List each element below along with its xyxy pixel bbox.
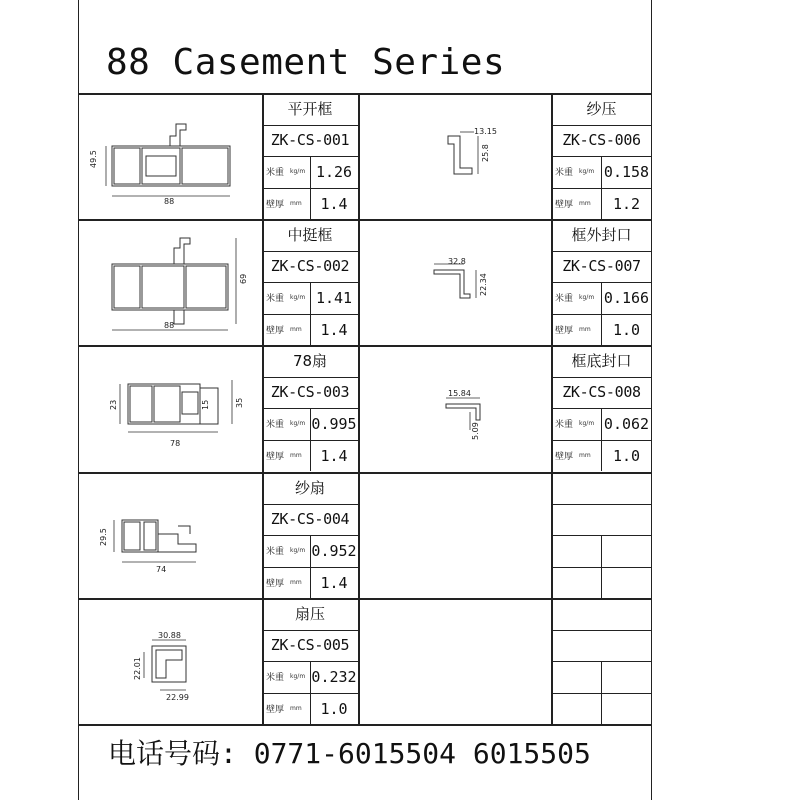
weight-value: 0.232	[311, 667, 357, 686]
thickness-label	[262, 188, 310, 220]
thickness-label	[551, 440, 601, 472]
weight-label-unit: kg/m	[290, 547, 306, 555]
dim-text: 25.8	[481, 144, 490, 162]
thickness-label-text: 壁厚	[555, 326, 574, 337]
weight-label-unit: kg/m	[290, 420, 306, 428]
weight-label-unit: kg/m	[579, 420, 595, 428]
weight-label-text: 米重	[266, 168, 285, 179]
table-rule	[262, 377, 358, 378]
weight-label-text: 米重	[555, 294, 574, 305]
table-rule	[601, 282, 602, 345]
phone-number: 电话号码: 0771-6015504 6015505	[108, 737, 591, 770]
table-rule	[601, 408, 602, 471]
thickness-label-text: 壁厚	[266, 452, 285, 463]
weight-label-unit: kg/m	[579, 168, 595, 176]
table-rule	[310, 408, 311, 471]
rule-left-table-b	[358, 93, 360, 725]
thickness-value: 1.4	[320, 194, 348, 213]
dim-text: 88	[164, 321, 175, 330]
thickness-label	[262, 693, 310, 725]
profile-drawing-zk-cs-001	[89, 110, 250, 210]
thickness-value: 1.0	[612, 320, 641, 339]
thickness-label-text: 壁厚	[266, 579, 285, 590]
dim-text: 13.15	[474, 127, 497, 136]
table-rule	[551, 630, 652, 631]
table-rule	[551, 504, 652, 505]
thickness-value: 1.0	[320, 699, 348, 718]
weight-label	[551, 156, 601, 188]
table-rule	[310, 661, 311, 724]
profile-name: 平开框	[287, 100, 333, 119]
weight-label-text: 米重	[266, 547, 285, 558]
table-rule	[551, 125, 652, 126]
thickness-value: 1.2	[612, 194, 641, 213]
weight-value: 1.26	[315, 162, 353, 181]
table-rule	[310, 535, 311, 598]
profile-code: ZK-CS-001	[270, 131, 350, 150]
table-rule	[262, 251, 358, 252]
weight-label	[551, 408, 601, 440]
dim-text: 29.5	[99, 528, 108, 546]
weight-value: 1.41	[315, 288, 353, 307]
weight-label-text: 米重	[555, 168, 574, 179]
thickness-label-text: 壁厚	[266, 326, 285, 337]
thickness-label-text: 壁厚	[266, 200, 285, 211]
thickness-label-unit: mm	[579, 326, 591, 334]
thickness-value: 1.4	[320, 446, 348, 465]
thickness-label	[262, 440, 310, 472]
table-rule	[601, 156, 602, 219]
weight-label	[262, 408, 310, 440]
thickness-label-text: 壁厚	[266, 705, 285, 716]
table-rule	[601, 661, 602, 724]
weight-label	[551, 282, 601, 314]
thickness-label-unit: mm	[579, 452, 591, 460]
profile-code: ZK-CS-007	[562, 257, 641, 276]
weight-label	[262, 535, 310, 567]
weight-label-unit: kg/m	[290, 168, 306, 176]
thickness-label	[262, 314, 310, 346]
table-rule	[310, 282, 311, 345]
weight-value: 0.166	[603, 288, 650, 307]
thickness-label	[551, 314, 601, 346]
table-rule	[262, 125, 358, 126]
weight-label-unit: kg/m	[290, 673, 306, 681]
profile-name: 框底封口	[571, 352, 632, 371]
dim-text: 22.01	[133, 657, 142, 680]
weight-label	[262, 156, 310, 188]
weight-label-unit: kg/m	[579, 294, 595, 302]
dim-text: 23	[109, 399, 118, 410]
profile-drawing-zk-cs-008	[440, 380, 510, 450]
thickness-label-text: 壁厚	[555, 452, 574, 463]
weight-label-text: 米重	[266, 420, 285, 431]
dim-text: 30.88	[158, 631, 181, 640]
rule-row-4	[78, 598, 652, 600]
profile-drawing-zk-cs-005	[130, 628, 210, 708]
dim-text: 74	[156, 565, 167, 574]
table-rule	[551, 251, 652, 252]
dim-text: 22.34	[479, 273, 488, 296]
profile-drawing-zk-cs-004	[100, 500, 250, 590]
table-rule	[262, 504, 358, 505]
profile-name: 中挺框	[287, 226, 333, 245]
profile-name: 纱扇	[294, 479, 325, 498]
weight-label-text: 米重	[555, 420, 574, 431]
dim-text: 15	[201, 399, 210, 410]
profile-code: ZK-CS-006	[562, 131, 641, 150]
table-rule	[601, 535, 602, 598]
page-title: 88 Casement Series	[106, 42, 506, 83]
profile-drawing-zk-cs-006	[430, 120, 510, 190]
rule-row-3	[78, 472, 652, 474]
table-rule	[551, 377, 652, 378]
table-rule	[262, 630, 358, 631]
weight-label-text: 米重	[266, 673, 285, 684]
thickness-value: 1.4	[320, 320, 348, 339]
table-rule	[310, 156, 311, 219]
thickness-label-unit: mm	[290, 579, 302, 587]
profile-code: ZK-CS-002	[270, 257, 350, 276]
thickness-value: 1.0	[612, 446, 641, 465]
weight-value: 0.995	[311, 414, 357, 433]
profile-code: ZK-CS-008	[562, 383, 641, 402]
dim-text: 49.5	[89, 150, 98, 168]
profile-code: ZK-CS-004	[270, 510, 350, 529]
rule-row-5	[78, 724, 652, 726]
dim-text: 22.99	[166, 693, 189, 702]
dim-text: 32.8	[448, 257, 466, 266]
dim-text: 88	[164, 197, 175, 206]
profile-drawing-zk-cs-003	[100, 370, 250, 460]
profile-name: 框外封口	[571, 226, 632, 245]
profile-code: ZK-CS-005	[270, 636, 350, 655]
dim-text: 5.09	[471, 422, 480, 440]
weight-label-text: 米重	[266, 294, 285, 305]
thickness-label-unit: mm	[290, 705, 302, 713]
thickness-label-unit: mm	[579, 200, 591, 208]
profile-drawing-zk-cs-007	[430, 250, 510, 320]
dim-text: 69	[239, 273, 248, 284]
thickness-label-unit: mm	[290, 452, 302, 460]
profile-name: 纱压	[586, 100, 617, 119]
profile-code: ZK-CS-003	[270, 383, 350, 402]
thickness-label-unit: mm	[290, 200, 302, 208]
dim-text: 15.84	[448, 389, 471, 398]
weight-value: 0.158	[603, 162, 650, 181]
thickness-label-text: 壁厚	[555, 200, 574, 211]
weight-label	[262, 282, 310, 314]
profile-drawing-zk-cs-002	[100, 230, 250, 340]
thickness-label-unit: mm	[290, 326, 302, 334]
weight-value: 0.952	[311, 541, 357, 560]
dim-text: 35	[235, 397, 244, 408]
weight-label-unit: kg/m	[290, 294, 306, 302]
dim-text: 78	[170, 439, 181, 448]
profile-name: 扇压	[294, 605, 325, 624]
thickness-label	[551, 188, 601, 220]
thickness-value: 1.4	[320, 573, 348, 592]
profile-name: 78扇	[292, 352, 328, 371]
weight-label	[262, 661, 310, 693]
thickness-label	[262, 567, 310, 599]
weight-value: 0.062	[603, 414, 650, 433]
